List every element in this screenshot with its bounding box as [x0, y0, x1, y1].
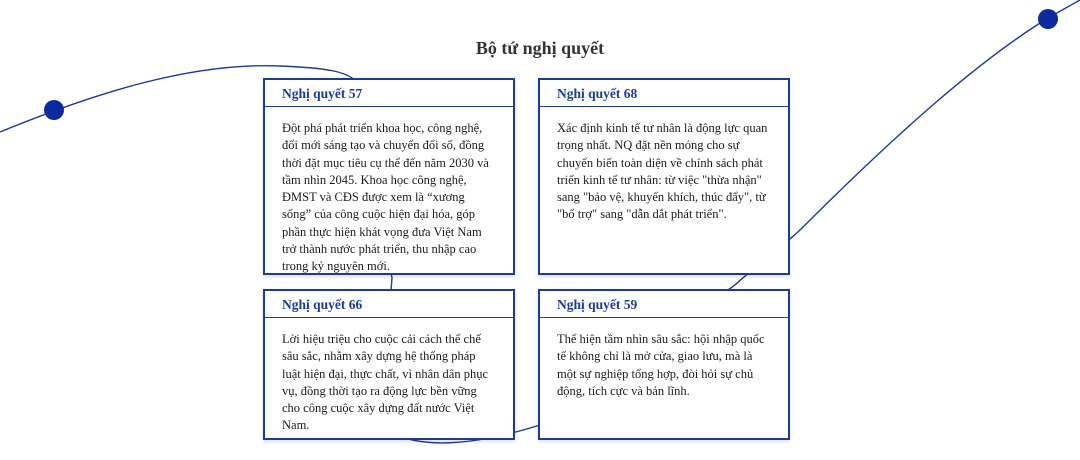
card-heading: Nghị quyết 57 [265, 80, 513, 107]
timeline-node [1038, 9, 1058, 29]
card-resolution-57 [263, 78, 515, 275]
card-body: Xác định kinh tế tư nhân là động lực quan trọng nhất. NQ đặt nền móng cho sự chuyển biến toàn diện về chính sách phát triển kinh tế tư nhân: từ việc "thừa nhận" sang "bảo vệ, khuyến khích, thúc đẩy", từ "bổ trợ" sang "dẫn dắt phát triển". [557, 121, 768, 222]
card-heading: Nghị quyết 59 [540, 291, 788, 318]
card-body: Lời hiệu triệu cho cuộc cải cách thể chế sâu sắc, nhằm xây dựng hệ thống pháp luật hiện đại, thực chất, vì nhân dân phục vụ, đồng thời tạo ra động lực bền vững cho công cuộc xây dựng đất nước Việt Nam. [282, 332, 489, 433]
card-resolution-66 [263, 289, 515, 440]
card-heading: Nghị quyết 66 [265, 291, 513, 318]
card-resolution-68 [538, 78, 790, 275]
timeline-node [44, 100, 64, 120]
page-title: Bộ tứ nghị quyết [475, 38, 605, 58]
card-resolution-59 [538, 289, 790, 440]
card-heading: Nghị quyết 68 [540, 80, 788, 107]
card-body: Đột phá phát triển khoa học, công nghệ, đổi mới sáng tạo và chuyển đổi số, đồng thời đặt mục tiêu cụ thể đến năm 2030 và tầm nhìn 2045. Khoa học công nghệ, ĐMST và CĐS được xem là “xương sống” của công cuộc hiện đại hóa, góp phần thực hiện khát vọng đưa Việt Nam trở thành nước phát triển, thu nhập cao trong kỷ nguyên mới. [282, 121, 489, 274]
card-body: Thể hiện tầm nhìn sâu sắc: hội nhập quốc tế không chỉ là mở cửa, giao lưu, mà là một sự nghiệp tổng hợp, đòi hỏi sự chủ động, tích cực và bản lĩnh. [557, 332, 765, 398]
